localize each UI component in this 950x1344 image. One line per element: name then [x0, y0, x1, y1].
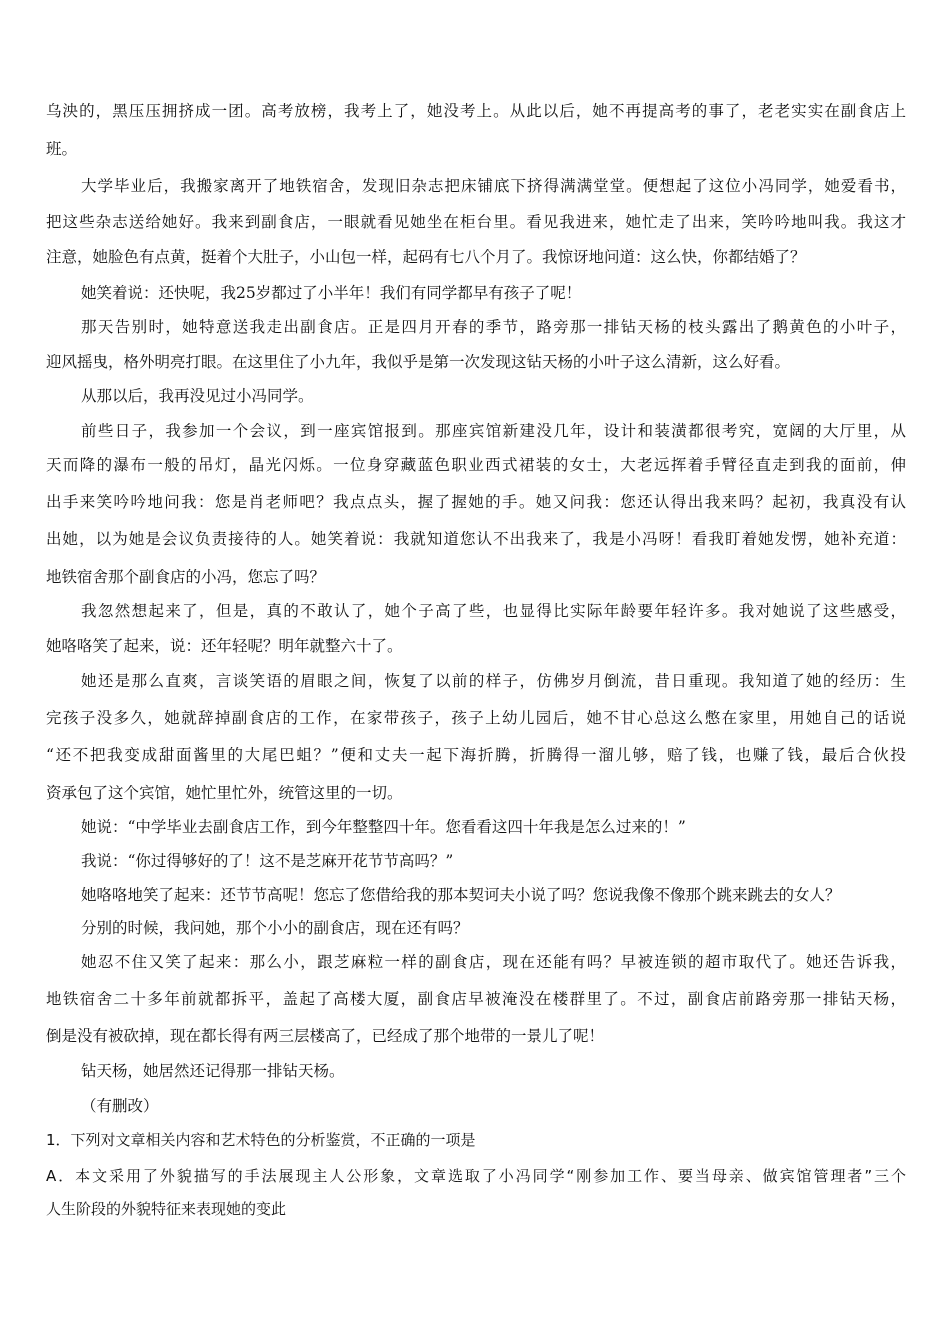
text-line: 注意，她脸色有点黄，挺着个大肚子，小山包一样，起码有七八个月了。我惊讶地问道：这么快，你都结婚了？	[46, 248, 806, 266]
text-line: 迎风摇曳，格外明亮打眼。在这里住了小九年，我似乎是第一次发现这钻天杨的小叶子这么清新，这么好看。	[46, 353, 791, 371]
text-line: 地铁宿舍二十多年前就都拆平，盖起了高楼大厦，副食店早被淹没在楼群里了。不过，副食店前路旁那一排钻天杨，	[46, 990, 906, 1008]
text-line: 她咯咯地笑了起来：还节节高呢！您忘了您借给我的那本契诃夫小说了吗？您说我像不像那个跳来跳去的女人？	[81, 886, 841, 904]
option-a-line: 人生阶段的外貌特征来表现她的变此	[46, 1200, 287, 1218]
attribution-note: （有删改）	[81, 1097, 159, 1115]
text-line: 分别的时候，我问她，那个小小的副食店，现在还有吗？	[81, 919, 469, 937]
option-a-line: A．本文采用了外貌描写的手法展现主人公形象，文章选取了小冯同学“刚参加工作、要当母亲、做宾馆管理者”三个	[46, 1167, 906, 1185]
text-line: 天而降的瀑布一般的吊灯，晶光闪烁。一位身穿藏蓝色职业西式裙装的女士，大老远挥着手臂径直走到我的面前，伸	[46, 456, 906, 474]
text-line: 我说：“你过得够好的了！这不是芝麻开花节节高吗？”	[81, 852, 454, 870]
text-line: 出手来笑吟吟地问我：您是肖老师吧？我点点头，握了握她的手。她又问我：您还认得出我来吗？起初，我真没有认	[46, 493, 906, 511]
text-line: 大学毕业后，我搬家离开了地铁宿舍，发现旧杂志把床铺底下挤得满满堂堂。便想起了这位小冯同学，她爱看书，	[81, 177, 906, 195]
text-line: 她笑着说：还快呢，我25岁都过了小半年！我们有同学都早有孩子了呢！	[81, 284, 582, 302]
text-line: 从那以后，我再没见过小冯同学。	[81, 387, 314, 405]
text-line: 资承包了这个宾馆，她忙里忙外，统管这里的一切。	[46, 784, 403, 802]
text-line: 地铁宿舍那个副食店的小冯，您忘了吗？	[46, 568, 326, 586]
text-line: 倒是没有被砍掉，现在都长得有两三层楼高了，已经成了那个地带的一景儿了呢！	[46, 1027, 605, 1045]
text-line: 把这些杂志送给她好。我来到副食店，一眼就看见她坐在柜台里。看见我进来，她忙走了出来，笑吟吟地叫我。我这才	[46, 213, 906, 231]
text-line: 完孩子没多久，她就辞掉副食店的工作，在家带孩子，孩子上幼儿园后，她不甘心总这么憋在家里，用她自己的话说	[46, 709, 906, 727]
text-line: 班。	[46, 140, 78, 158]
text-line: 她还是那么直爽，言谈笑语的眉眼之间，恢复了以前的样子，仿佛岁月倒流，昔日重现。我知道了她的经历：生	[81, 672, 906, 690]
text-line: 前些日子，我参加一个会议，到一座宾馆报到。那座宾馆新建没几年，设计和装潢都很考究，宽阔的大厅里，从	[81, 422, 906, 440]
text-line: 她说：“中学毕业去副食店工作，到今年整整四十年。您看看这四十年我是怎么过来的！”	[81, 818, 686, 836]
text-line: 她忍不住又笑了起来：那么小，跟芝麻粒一样的副食店，现在还能有吗？早被连锁的超市取代了。她还告诉我，	[81, 953, 906, 971]
text-line: 钻天杨，她居然还记得那一排钻天杨。	[81, 1062, 345, 1080]
text-line: 她咯咯笑了起来，说：还年轻呢？明年就整六十了。	[46, 637, 403, 655]
text-line: 我忽然想起来了，但是，真的不敢认了，她个子高了些，也显得比实际年龄要年轻许多。我对她说了这些感受，	[81, 602, 906, 620]
text-line: “还不把我变成甜面酱里的大尾巴蛆？”便和丈夫一起下海折腾，折腾得一溜儿够，赔了钱，也赚了钱，最后合伙投	[46, 746, 906, 764]
question-stem: 1．下列对文章相关内容和艺术特色的分析鉴赏，不正确的一项是	[46, 1131, 476, 1149]
text-line: 出她，以为她是会议负责接待的人。她笑着说：我就知道您认不出我来了，我是小冯呀！看我盯着她发愣，她补充道：	[46, 530, 906, 548]
text-line: 那天告别时，她特意送我走出副食店。正是四月开春的季节，路旁那一排钻天杨的枝头露出了鹅黄色的小叶子，	[81, 318, 906, 336]
text-line: 乌泱的，黑压压拥挤成一团。高考放榜，我考上了，她没考上。从此以后，她不再提高考的事了，老老实实在副食店上	[46, 102, 906, 120]
